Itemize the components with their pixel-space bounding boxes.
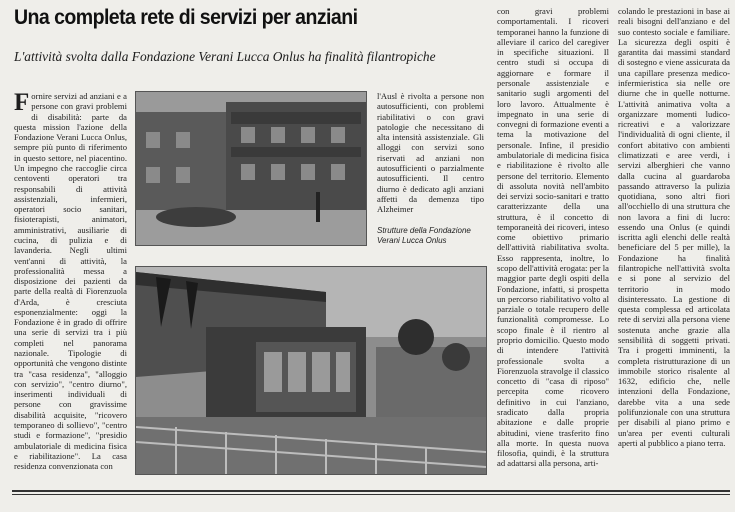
photo-building-courtyard — [135, 91, 367, 246]
building-exterior-image — [136, 267, 486, 474]
headline: Una completa rete di servizi per anziani — [14, 6, 358, 29]
column-2-text: l'Ausl è rivolta a persone non autosufficienti, con problemi riabilitativi o con gravi patologie che necessitano di alta intensità assistenziale. Gli alloggi con servizi sono riservati ad anziani non autosufficienti o parzialmente autosufficienti. Il centro diurno è dedicato agli anziani affetti da demenza tipo Alzheimer — [377, 91, 484, 215]
drop-cap: F — [14, 91, 30, 116]
bottom-rule — [12, 490, 730, 492]
photo-building-exterior — [135, 266, 487, 475]
building-courtyard-image — [136, 92, 366, 245]
article-column-1 — [14, 91, 127, 481]
column-1-text: ornire servizi ad anziani e a persone con gravi problemi di disabilità: parte da questa mission l'azione della Fondazione Verani Lucca Onlus, sempre più punto di riferimento in questo settore, nel piacentino. Un impegno che raccoglie circa centoventi operatori tra responsabili di attività assistenziali, infermieri, operatori socio sanitari, fisioterapisti, animatori, amministrativi, ausiliarie di cucina, di pulizia e di lavanderia. Negli ultimi vent'anni di attività, la professionalità messa a disposizione dei pazienti da parte della realtà di Fiorenzuola d'Arda, è cresciuta esponenzialmente: oggi la Fondazione è in grado di offrire una serie di servizi tra i più completi nel panorama nazionale. Tipologie di opportunità che vengono distinte tra "casa residenza", "alloggio con servizio", "centro diurno", inserimenti individuali di persone con gravissime disabilità acquisite, "ricovero temporaneo di sollievo", "centro studi e formazione", "presidio ambulatoriale di medicina fisica e riabilitazione". La casa residenza convenzionata con — [14, 91, 127, 472]
column-4-text: colando le prestazioni in base ai reali bisogni dell'anziano e del suo contesto sociale e familiare. La sicurezza degli ospiti è garantita dai massimi standard di sostegno e viene assicurata da una capillare presenza medico-infermieristica sia nelle ore diurne che in quelle notturne. L'attività animativa volta a organizzare momenti ludico-ricreativi e a valorizzare l'individualità di ogni cliente, il confort abitativo con ambienti climatizzati e aree verdi, i servizi alberghieri che vanno dalla cucina al guardaroba passando attraverso la pulizia quotidiana, sono altri fiori all'occhiello di una struttura che non lavora a fini di lucro: essendo una Onlus (e quindi iscritta agli elenchi delle realtà beneficiare del 5 per mille), la Fondazione ha finalità filantropiche nell'attività svolta e si pone al servizio del territorio in modo disinteressato. La gestione di questa complessa ed articolata rete di servizi alla persona viene sostenuta anche grazie alla sensibilità di soggetti privati. Tra i progetti imminenti, la completa ristrutturazione di un immobile storico risalente al 1632, edificio che, nelle intenzioni della Fondazione, darebbe vita a una sede polifunzionale con una struttura per disabili al piano primo e un'area per eventi culturali aperti al pubblico a piano terra. — [618, 6, 730, 448]
article-column-2 — [377, 91, 484, 224]
subheadline: L'attività svolta dalla Fondazione Verani Lucca Onlus ha finalità filantropiche — [14, 49, 436, 64]
photo-caption: Strutture della Fondazione Verani Lucca Onlus — [377, 226, 471, 245]
column-3-text: con gravi problemi comportamentali. I ricoveri temporanei hanno la funzione di alleviare il carico del caregiver in specifiche situazioni. Il centro studi si occupa di aggiornare e formare il personale assistenziale e sanitario sugli argomenti del loro lavoro. Attualmente è impegnato in una serie di convegni di formazione eventi a tema la motivazione del personale. Infine, il presidio ambulatoriale di medicina fisica e riabilitazione è rivolto alle persone del territorio. Elemento di assoluta novità nell'ambito dei servizi socio-sanitari e tratto caratterizzante della una struttura, è il concetto di temporaneità dei ricoveri, inteso come obiettivo primario dell'attività riabilitativa svolta. Esso rappresenta, inoltre, lo scopo dell'attività erogata: per la maggior parte degli ospiti della Fondazione, infatti, si prospetta un percorso riabilitativo volto al parziale o totale recupero delle funzionalità compromesse. Lo scopo finale è il rientro al proprio domicilio. Questo modo di intendere l'attività professionale svolta a Fiorenzuola stravolge il classico concetto di "casa di riposo" percepita come ricovero definitivo in cui l'anziano, sradicato dalla propria abitazione e dalle proprie abitudini, viene trasferito fino alla morte. In questa nuova filosofia, quindi, è la struttura ad adattarsi alla persona, arti- — [497, 6, 609, 469]
article-column-4 — [618, 6, 730, 481]
bottom-rule-thin — [12, 494, 730, 495]
article-column-3 — [497, 6, 609, 481]
